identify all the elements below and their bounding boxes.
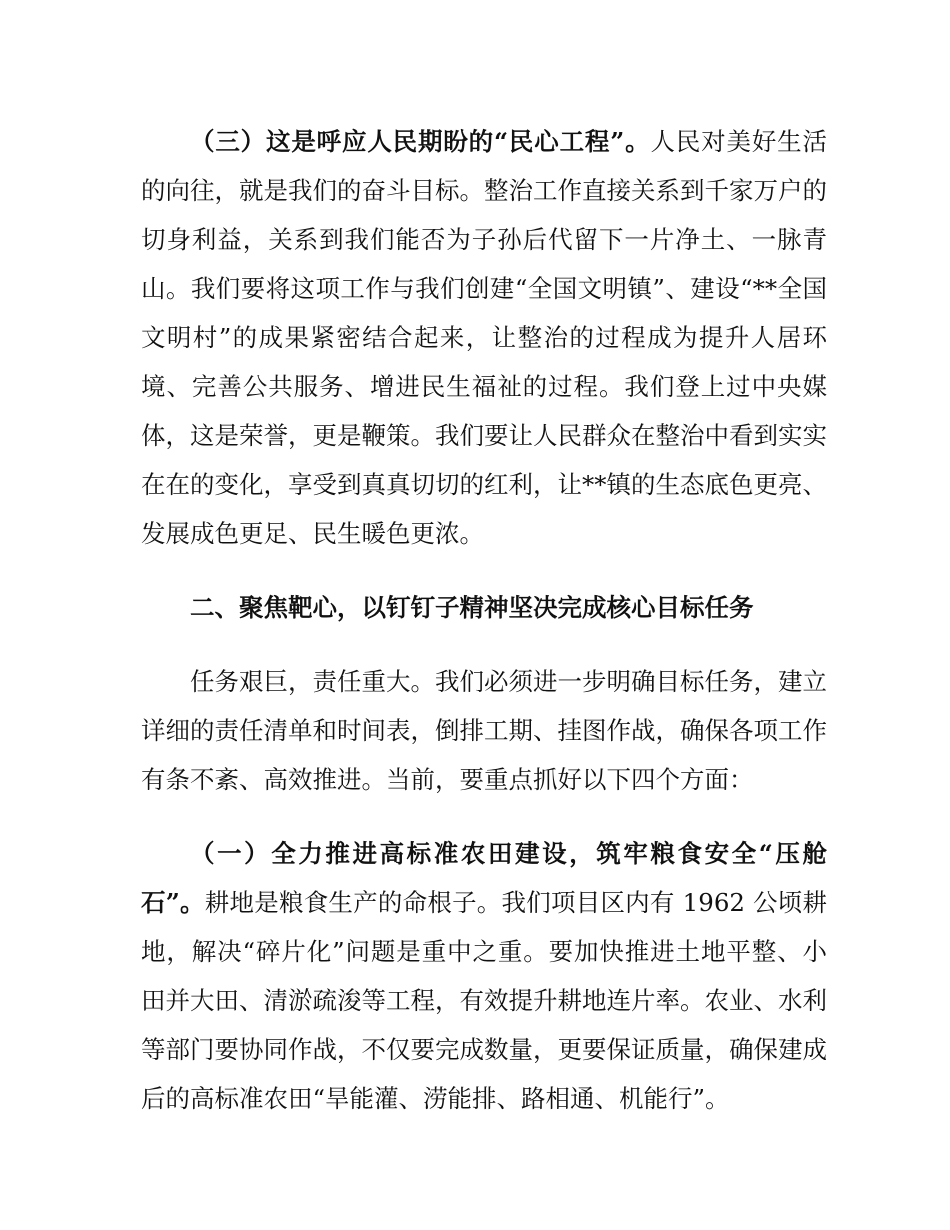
paragraph-people-project <box>141 117 827 558</box>
paragraph-body: 人民对美好生活的向往，就是我们的奋斗目标。整治工作直接关系到千家万户的切身利益，关系到我们能否为子孙后代留下一片净土、一脉青山。我们要将这项工作与我们创建“全国文明镇”、建设“**全国文明村”的成果紧密结合起来，让整治的过程成为提升人居环境、完善公共服务、增进民生福祉的过程。我们登上过中央媒体，这是荣誉，更是鞭策。我们要让人民群众在整治中看到实实在在的变化，享受到真真切切的红利，让**镇的生态底色更亮、发展成色更足、民生暖色更浓。 <box>141 127 828 548</box>
paragraph-tasks-intro: 任务艰巨，责任重大。我们必须进一步明确目标任务，建立详细的责任清单和时间表，倒排工期、挂图作战，确保各项工作有条不紊、高效推进。当前，要重点抓好以下四个方面： <box>141 667 827 794</box>
paragraph-gap <box>141 632 827 657</box>
paragraph-lead: （一）全力推进高标准农田建设，筑牢粮食安全“压舱石”。 <box>141 839 827 917</box>
paragraph-gap <box>141 558 827 583</box>
paragraph-farmland <box>141 829 827 1123</box>
paragraph-lead: （三）这是呼应人民期盼的“民心工程”。 <box>190 127 651 156</box>
document-page <box>141 117 827 1123</box>
paragraph-body: 耕地是粮食生产的命根子。我们项目区内有 1962 公顷耕地，解决“碎片化”问题是重中之重。要加快推进土地平整、小田并大田、清淤疏浚等工程，有效提升耕地连片率。农业、水利等部门要协同作战，不仅要完成数量，更要保证质量，确保建成后的高标准农田“旱能灌、涝能排、路相通、机能行”。 <box>141 888 827 1113</box>
paragraph-gap <box>141 804 827 829</box>
section-heading: 二、聚焦靶心，以钉钉子精神坚决完成核心目标任务 <box>190 593 754 622</box>
